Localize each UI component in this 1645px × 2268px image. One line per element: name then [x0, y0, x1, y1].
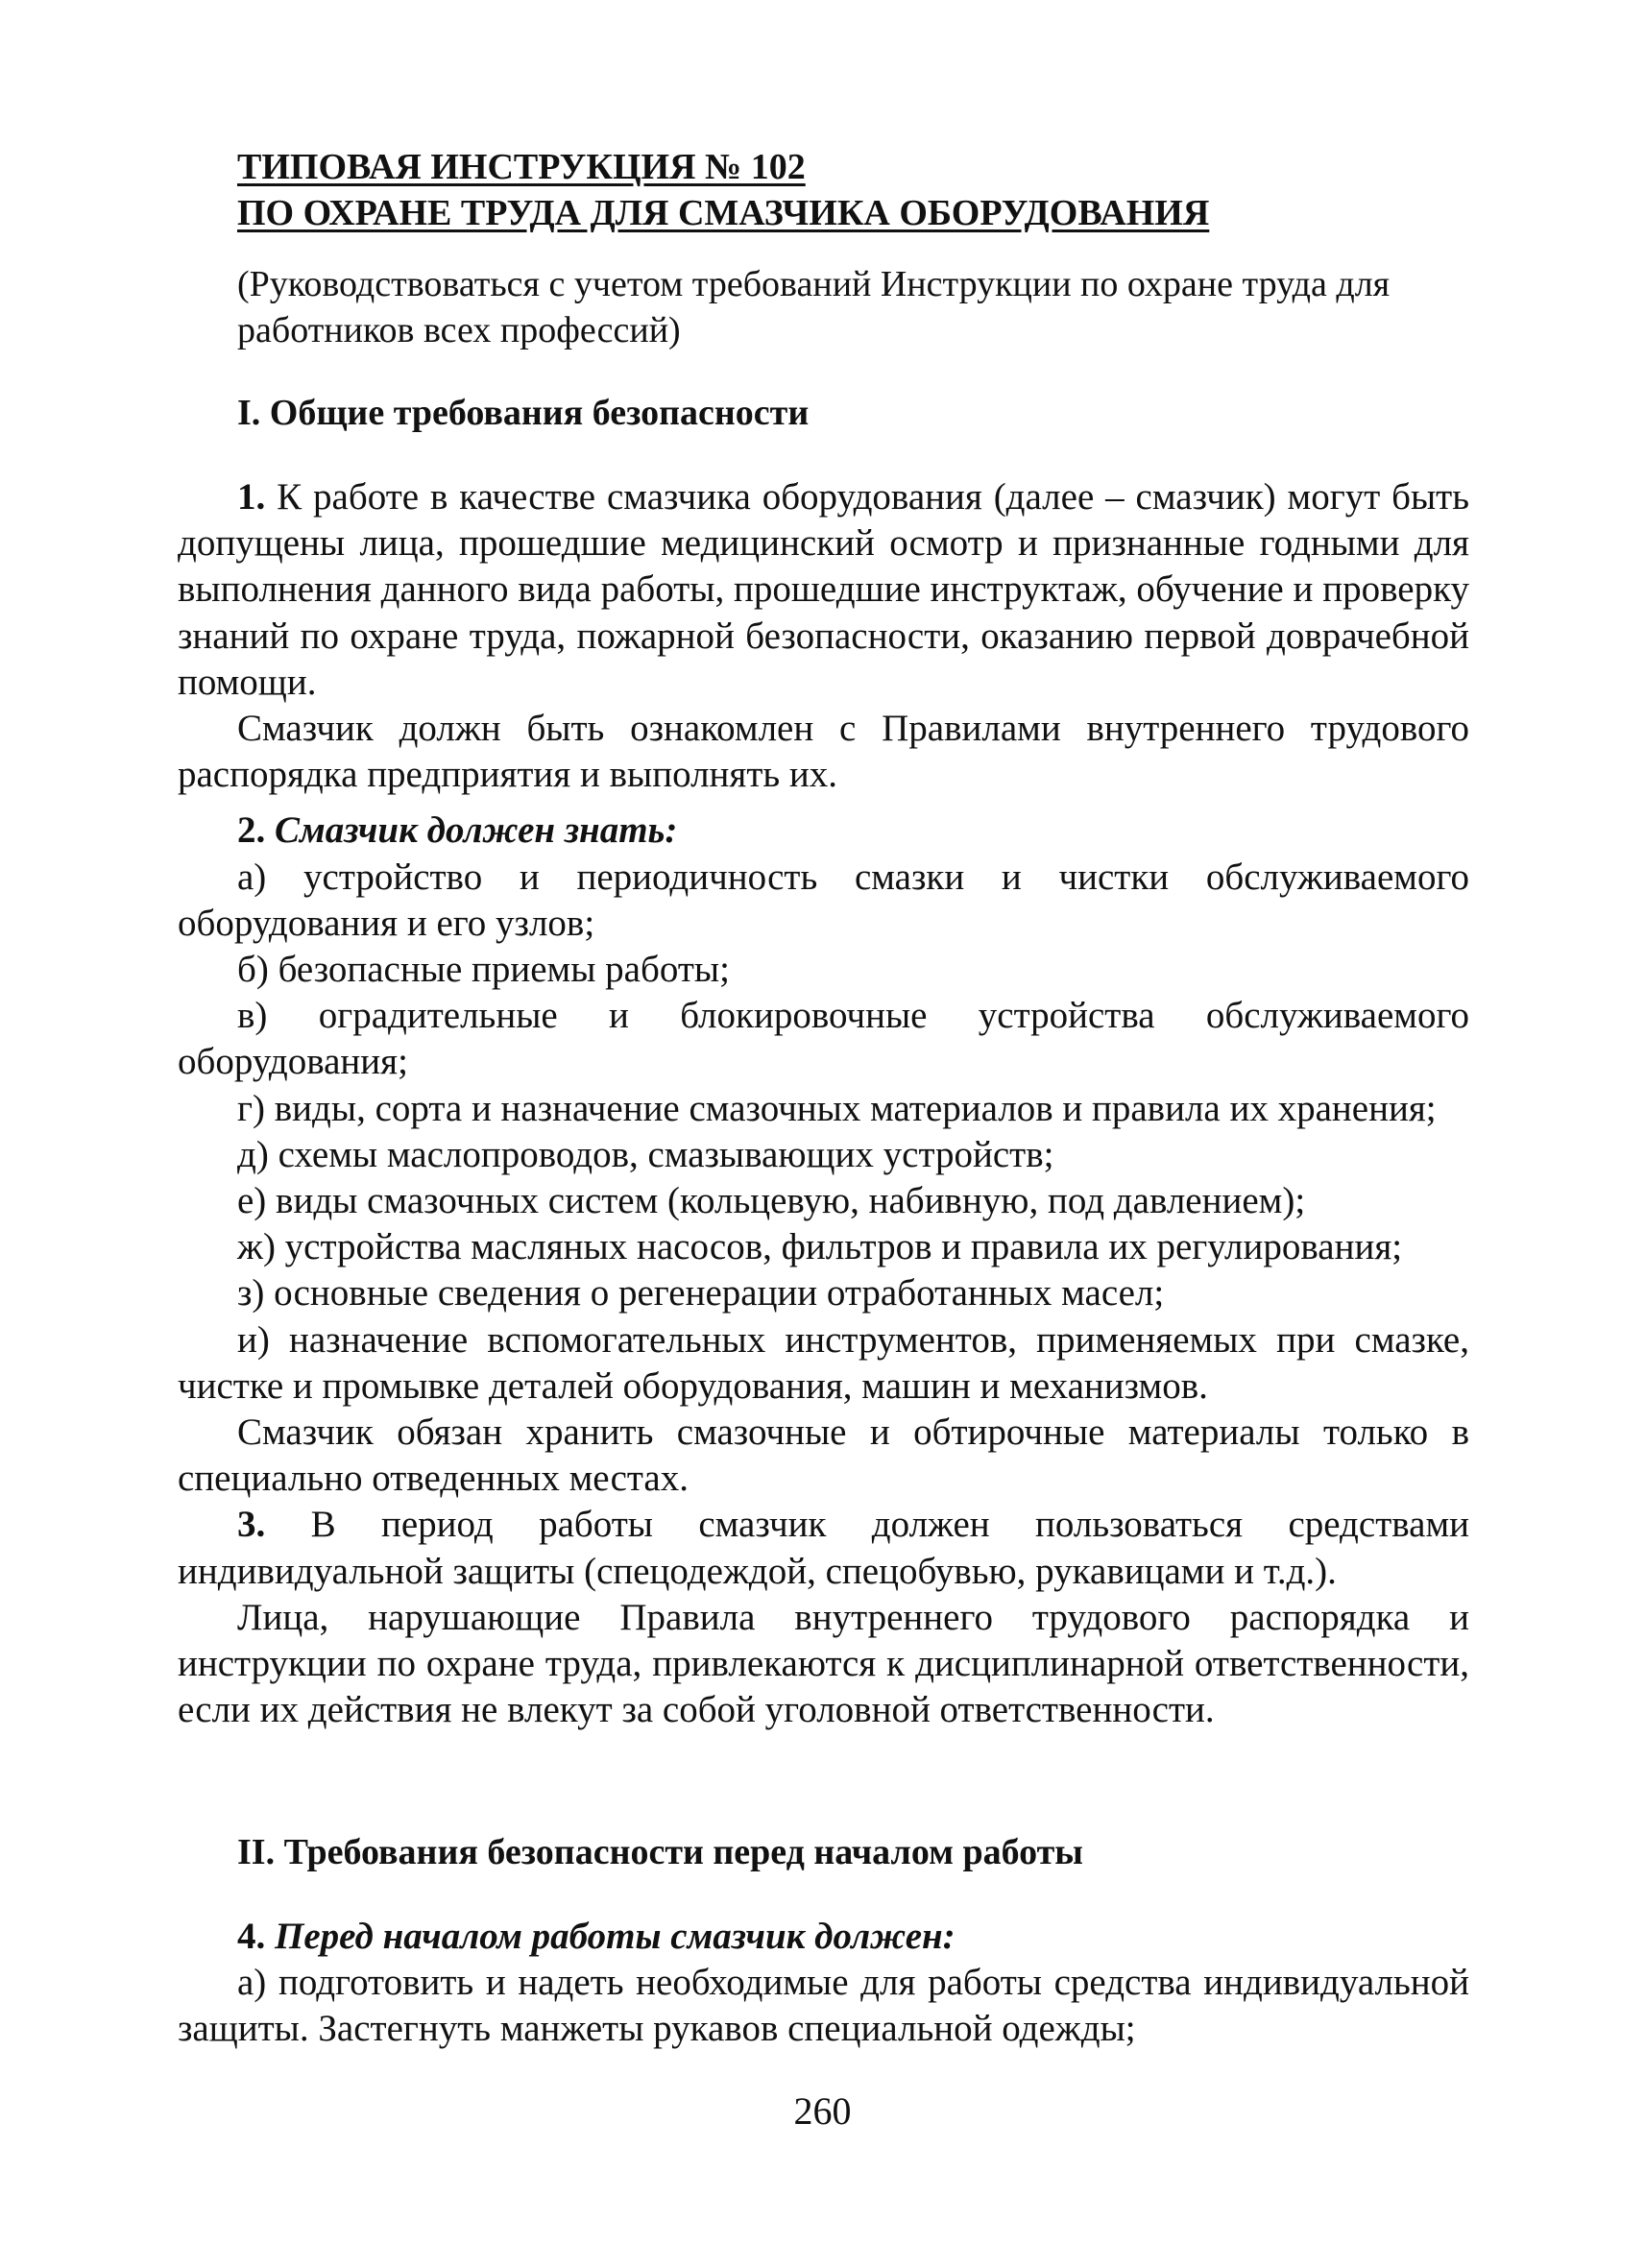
paragraph-1 [178, 474, 1469, 706]
list-item: ж) устройства масляных насосов, фильтров и правила их регулирования; [237, 1226, 1403, 1268]
paragraph-3-text: В период работы смазчик должен пользоваться средствами индивидуальной защиты (спецодеждой, спецобувью, рукавицами и т.д.). [178, 1504, 1470, 1592]
paragraph-3-extra: Лица, нарушающие Правила внутреннего трудового распорядка и инструкции по охране труда, привлекаются к дисциплинарной ответственности, если их действия не влекут за собой уголовной ответственности. [178, 1596, 1469, 1731]
title-line-1: ТИПОВАЯ ИНСТРУКЦИЯ № 102 [237, 147, 806, 187]
list-item: а) устройство и периодичность смазки и чистки обслуживаемого оборудования и его узлов; [178, 856, 1469, 944]
paragraph-3-number: 3. [237, 1504, 266, 1546]
list-item: а) подготовить и надеть необходимые для работы средства индивидуальной защиты. Застегнуть манжеты рукавов специальной одежды; [178, 1962, 1469, 2050]
paragraph-2-title: Смазчик должен знать: [275, 809, 678, 852]
paragraph-4-lead [178, 1914, 1469, 1960]
list-item: г) виды, сорта и назначение смазочных материалов и правила их хранения; [237, 1087, 1437, 1129]
paragraph-4-number: 4. [237, 1916, 266, 1957]
paragraph-1-number: 1. [237, 476, 266, 518]
list-item: е) виды смазочных систем (кольцевую, набивную, под давлением); [237, 1180, 1306, 1222]
section-1-heading: I. Общие требования безопасности [237, 393, 810, 433]
document-title [237, 144, 1486, 236]
paragraph-3 [178, 1502, 1469, 1594]
list-item: б) безопасные приемы работы; [237, 949, 730, 991]
list-item: з) основные сведения о регенерации отработанных масел; [237, 1272, 1165, 1315]
section-2-body [178, 1914, 1469, 2053]
list-item: д) схемы маслопроводов, смазывающих устройств; [237, 1133, 1054, 1175]
paragraph-1-extra: Смазчик должн быть ознакомлен с Правилами внутреннего трудового распорядка предприятия и выполнять их. [178, 708, 1469, 796]
page-number: 260 [793, 2089, 852, 2133]
instruction-note: (Руководствоваться с учетом требований Инструкции по охране труда для работников всех профессий) [237, 264, 1391, 350]
list-item: в) оградительные и блокировочные устройства обслуживаемого оборудования; [178, 995, 1469, 1083]
list-item: и) назначение вспомогательных инструментов, применяемых при смазке, чистке и промывке деталей оборудования, машин и механизмов. [178, 1318, 1469, 1407]
paragraph-2-lead [178, 808, 1469, 854]
title-line-2: ПО ОХРАНЕ ТРУДА ДЛЯ СМАЗЧИКА ОБОРУДОВАНИЯ [237, 193, 1210, 233]
section-1-body [178, 474, 1469, 1733]
paragraph-4-title: Перед началом работы смазчик должен: [275, 1916, 956, 1957]
paragraph-2-number: 2. [237, 809, 266, 852]
paragraph-2-extra: Смазчик обязан хранить смазочные и обтирочные материалы только в специально отведенных местах. [178, 1411, 1469, 1500]
paragraph-1-text: К работе в качестве смазчика оборудования (далее – смазчик) могут быть допущены лица, прошедшие медицинский осмотр и признанные годными для выполнения данного вида работы, прошедшие инструктаж, обучение и проверку знаний по охране труда, пожарной безопасности, оказанию первой доврачебной помощи. [178, 476, 1470, 703]
section-2-heading: II. Требования безопасности перед началом работы [237, 1832, 1083, 1872]
